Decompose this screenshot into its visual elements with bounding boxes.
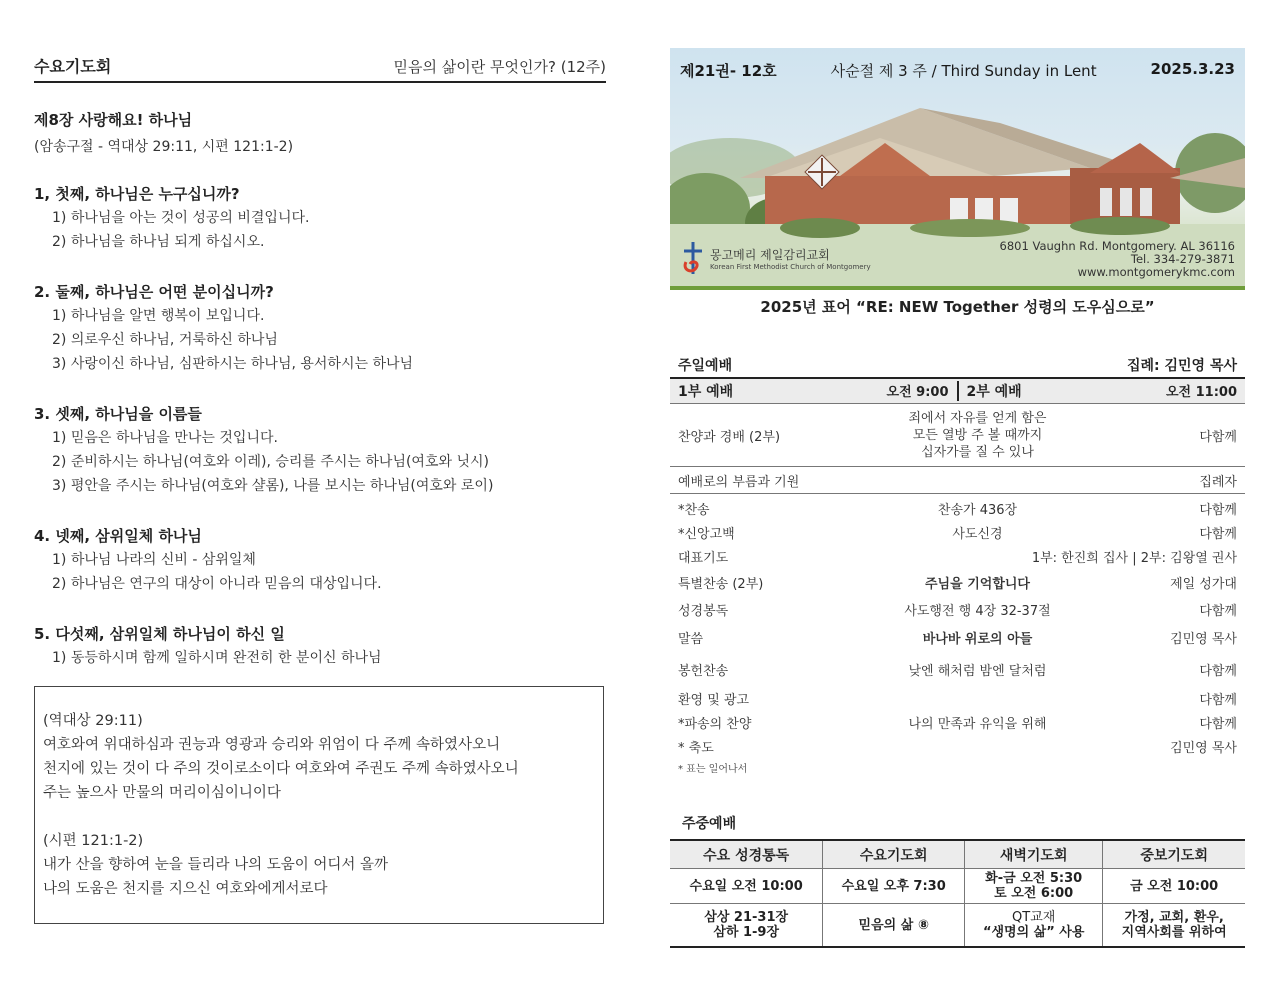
cell-line: 지역사회를 위하여	[1121, 925, 1227, 940]
bulletin-issue-bar	[680, 60, 1235, 81]
order-of-worship	[670, 404, 1245, 775]
cell-line: 화-금 오전 5:30	[985, 871, 1083, 886]
order-label: 대표기도	[678, 550, 729, 566]
church-name-english: Korean First Methodist Church of Montgomery	[710, 262, 871, 271]
section-item: 1) 하나님을 알면 행복이 보입니다.	[52, 308, 265, 324]
order-label: 특별찬송 (2부)	[678, 576, 764, 592]
order-content: 사도행전 행 4장 32-37절	[904, 603, 1051, 619]
verse-line: 내가 산을 향하여 눈을 들리라 나의 도움이 어디서 올까	[43, 857, 389, 873]
order-row	[670, 710, 1245, 734]
order-row	[670, 596, 1245, 622]
table-cell: 믿음의 삶 ⑧	[823, 904, 965, 948]
section-title: 3. 셋째, 하나님을 이름들	[34, 405, 202, 423]
order-who: 다함께	[1199, 429, 1237, 445]
order-label: 성경봉독	[678, 603, 729, 619]
order-label: * 축도	[678, 740, 714, 756]
verse-line: 천지에 있는 것이 다 주의 것이로소이다 여호와여 주권도 주께 속하였사오니	[43, 761, 519, 777]
service-times-row	[670, 379, 1245, 404]
order-label: *신앙고백	[678, 526, 735, 542]
praise-song: 모든 열방 주 볼 때까지	[912, 427, 1043, 443]
study-header	[34, 50, 606, 83]
memory-verse-box	[34, 686, 604, 924]
section-item: 1) 하나님 나라의 신비 - 삼위일체	[52, 552, 256, 568]
order-who: 다함께	[1199, 663, 1237, 679]
order-label: 환영 및 광고	[678, 692, 750, 708]
praise-song: 십자가를 질 수 있나	[921, 444, 1034, 460]
order-content: 찬송가 436장	[937, 502, 1018, 518]
first-service	[670, 381, 957, 401]
worship-leader: 집례: 김민영 목사	[1126, 358, 1237, 374]
table-header-row	[670, 840, 1245, 869]
sunday-worship-title: 주일예배	[678, 358, 733, 374]
bulletin-date: 2025.3.23	[1150, 60, 1235, 78]
praise-song: 죄에서 자유를 얻게 함은	[908, 410, 1047, 426]
table-cell: 금 오전 10:00	[1103, 869, 1245, 904]
section-item: 1) 믿음은 하나님을 만나는 것입니다.	[52, 430, 278, 446]
order-content: 낮엔 해처럼 밤엔 달처럼	[908, 663, 1047, 679]
cross-flame-icon	[680, 240, 706, 276]
section-item: 2) 하나님을 하나님 되게 하십시오.	[52, 234, 265, 250]
issue-number: 제21권- 12호	[680, 62, 777, 80]
weekday-worship-title: 주중예배	[682, 816, 737, 832]
first-service-time: 오전 9:00	[886, 385, 949, 400]
order-row	[670, 622, 1245, 652]
order-content: 바나바 위로의 아들	[922, 631, 1033, 647]
section-item: 3) 사랑이신 하나님, 심판하시는 하나님, 용서하시는 하나님	[52, 356, 414, 372]
church-name: 몽고메리 제일감리교회	[710, 247, 830, 262]
order-who: 김민영 목사	[1170, 740, 1237, 756]
banner-divider	[670, 286, 1245, 290]
order-who: 김민영 목사	[1170, 631, 1237, 647]
verse-line: 주는 높으사 만물의 머리이심이니이다	[43, 785, 281, 801]
church-contact	[1000, 240, 1235, 279]
column-header: 새벽기도회	[965, 840, 1103, 869]
church-address: 6801 Vaughn Rd. Montgomery. AL 36116	[999, 239, 1235, 253]
bulletin-page	[670, 48, 1245, 948]
order-row	[670, 520, 1245, 544]
cell-line: 토 오전 6:00	[994, 886, 1074, 901]
order-content: 사도신경	[952, 526, 1003, 542]
table-cell	[965, 904, 1103, 948]
liturgical-season: 사순절 제 3 주 / Third Sunday in Lent	[830, 62, 1097, 80]
order-label: 예배로의 부름과 기원	[678, 474, 800, 490]
order-row	[670, 496, 1245, 520]
section-title: 5. 다섯째, 삼위일체 하나님이 하신 일	[34, 625, 285, 643]
praise-songs	[868, 410, 1087, 461]
table-row	[670, 904, 1245, 948]
study-section	[34, 402, 606, 498]
order-who: 다함께	[1199, 502, 1237, 518]
verse-ref: (시편 121:1-2)	[43, 833, 144, 849]
order-label: 찬양과 경배 (2부)	[678, 429, 781, 445]
weekday-worship-table	[670, 839, 1245, 948]
chapter-title: 제8장 사랑해요! 하나님	[34, 111, 193, 129]
order-content: 나의 만족과 유익을 위해	[908, 716, 1047, 732]
order-label: 봉헌찬송	[678, 663, 729, 679]
column-header: 수요 성경통독	[670, 840, 823, 869]
section-item: 2) 하나님은 연구의 대상이 아니라 믿음의 대상입니다.	[52, 576, 382, 592]
section-title: 4. 넷째, 삼위일체 하나님	[34, 527, 202, 545]
table-cell: 수요일 오전 10:00	[670, 869, 823, 904]
order-who: 집례자	[1199, 474, 1237, 490]
order-label: *파송의 찬양	[678, 716, 752, 732]
study-page	[34, 50, 606, 670]
study-section	[34, 622, 606, 670]
praise-row	[670, 404, 1245, 467]
church-banner	[670, 48, 1245, 286]
table-row	[670, 869, 1245, 904]
section-item: 1) 동등하시며 함께 일하시며 완전히 한 분이신 하나님	[52, 650, 382, 666]
section-item: 1) 하나님을 아는 것이 성공의 비결입니다.	[52, 210, 310, 226]
study-section	[34, 182, 606, 254]
study-header-title: 수요기도회	[34, 57, 112, 76]
order-row	[670, 652, 1245, 686]
year-motto: 2025년 표어 “RE: NEW Together 성령의 도우심으로”	[760, 298, 1155, 316]
cell-line: QT교재	[1012, 910, 1056, 925]
cell-line: 삼하 1-9장	[713, 925, 779, 940]
second-service-label: 2부 예배	[966, 384, 1022, 400]
cell-line: 삼상 21-31장	[704, 910, 789, 925]
second-service-time: 오전 11:00	[1165, 385, 1237, 400]
section-item: 2) 의로우신 하나님, 거룩하신 하나님	[52, 332, 278, 348]
order-row	[670, 568, 1245, 596]
cell-line: “생명의 삶” 사용	[982, 925, 1085, 940]
church-phone: Tel. 334-279-3871	[1130, 252, 1235, 266]
verse-ref: (역대상 29:11)	[43, 713, 143, 729]
order-who: 다함께	[1199, 716, 1237, 732]
order-row	[670, 734, 1245, 758]
second-service	[957, 381, 1246, 401]
order-row	[670, 686, 1245, 710]
order-who: 다함께	[1199, 526, 1237, 542]
section-item: 3) 평안을 주시는 하나님(여호와 샬롬), 나를 보시는 하나님(여호와 로이)	[52, 478, 494, 494]
section-title: 1, 첫째, 하나님은 누구십니까?	[34, 185, 240, 203]
first-service-label: 1부 예배	[678, 384, 734, 400]
column-header: 수요기도회	[823, 840, 965, 869]
table-cell	[965, 869, 1103, 904]
column-header: 중보기도회	[1103, 840, 1245, 869]
table-cell	[1103, 904, 1245, 948]
section-item: 2) 준비하시는 하나님(여호와 이레), 승리를 주시는 하나님(여호와 닛시)	[52, 454, 489, 470]
cell-line: 가정, 교회, 환우,	[1124, 910, 1224, 925]
order-label: 말씀	[678, 631, 704, 647]
order-who: 다함께	[1199, 603, 1237, 619]
order-label: *찬송	[678, 502, 710, 518]
order-row	[670, 544, 1245, 568]
order-who: 다함께	[1199, 692, 1237, 708]
table-cell: 수요일 오후 7:30	[823, 869, 965, 904]
order-who: 제일 성가대	[1170, 576, 1237, 592]
study-series-title: 믿음의 삶이란 무엇인가? (12주)	[393, 58, 606, 76]
verse-line: 여호와여 위대하심과 권능과 영광과 승리와 위엄이 다 주께 속하였사오니	[43, 737, 501, 753]
memory-verse-ref: (암송구절 - 역대상 29:11, 시편 121:1-2)	[34, 139, 294, 155]
church-logo	[680, 240, 871, 276]
sunday-worship-header	[670, 355, 1245, 379]
order-content: 주님을 기억합니다	[925, 576, 1030, 592]
section-title: 2. 둘째, 하나님은 어떤 분이십니까?	[34, 283, 274, 301]
order-who: 1부: 한진희 집사 | 2부: 김왕열 권사	[1031, 550, 1237, 566]
verse-line: 나의 도움은 천지를 지으신 여호와에게서로다	[43, 881, 328, 897]
call-to-worship-row	[670, 467, 1245, 494]
study-section	[34, 280, 606, 376]
study-section	[34, 524, 606, 596]
church-website[interactable]: www.montgomerykmc.com	[1077, 265, 1235, 279]
table-cell	[670, 904, 823, 948]
standing-note: * 표는 일어나서	[678, 764, 748, 775]
